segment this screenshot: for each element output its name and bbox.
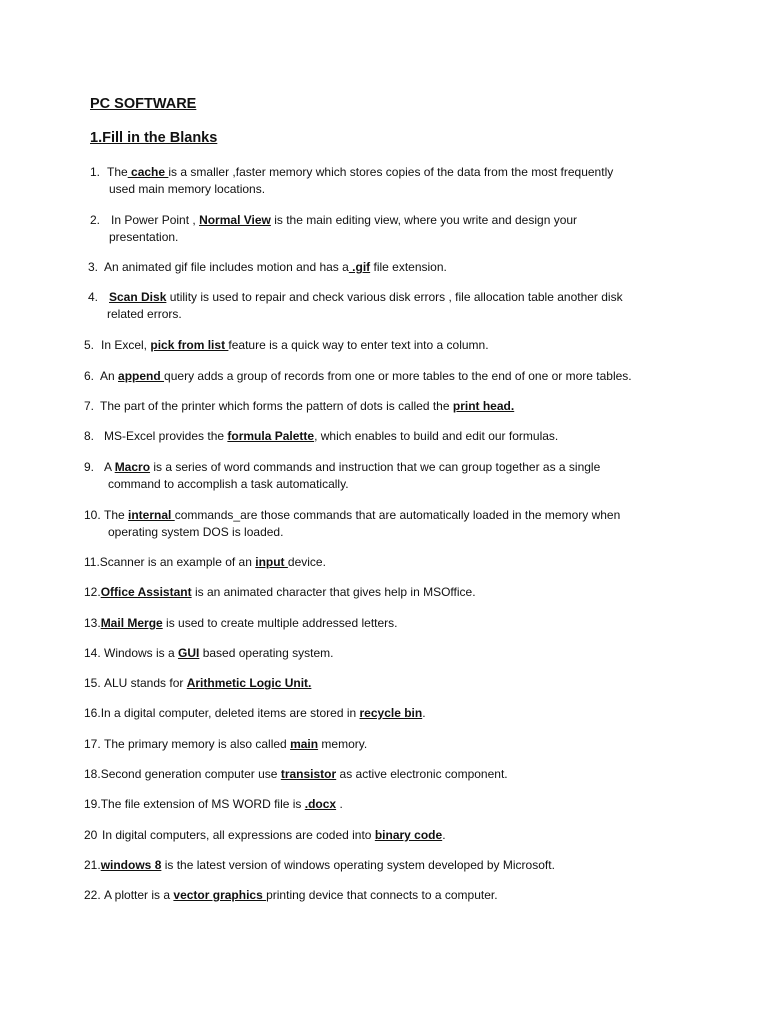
list-item (88, 289, 678, 323)
item-text-continued: used main memory locations. (109, 182, 266, 196)
item-text: The primary memory is also called (104, 737, 287, 751)
item-text-continued: presentation. (109, 230, 179, 244)
item-text: , which enables to build and edit our formulas. (314, 429, 559, 443)
item-answer: vector graphics (173, 888, 267, 902)
item-answer: append (118, 369, 165, 383)
item-number: 10. (84, 508, 101, 522)
item-text: The file extension of MS WORD file is (100, 797, 302, 811)
list-item (84, 645, 333, 662)
item-text: is used to create multiple addressed letters. (162, 616, 398, 630)
item-text: is a series of word commands and instruction that we can group together as a single (150, 460, 601, 474)
list-item (84, 337, 489, 354)
item-text: is an animated character that gives help in MSOffice. (191, 585, 476, 599)
item-text: In digital computers, all expressions are coded into (102, 828, 372, 842)
item-number: 7. (84, 399, 95, 413)
item-text: device. (287, 555, 326, 569)
item-text: is a smaller ,faster memory which stores copies of the data from the most frequently (168, 165, 614, 179)
item-text: The (107, 165, 128, 179)
item-text: utility is used to repair and check various disk errors , file allocation table another disk (166, 290, 623, 304)
item-text: In Power Point , (111, 213, 196, 227)
list-item (90, 212, 678, 246)
item-number: 3. (88, 260, 99, 274)
item-number: 2. (90, 213, 101, 227)
item-number: 1. (90, 165, 101, 179)
item-number: 8. (84, 429, 95, 443)
item-answer: recycle bin (359, 706, 423, 720)
list-item (84, 796, 343, 813)
item-number: 16. (84, 706, 101, 720)
item-answer: windows 8 (100, 858, 162, 872)
item-number: 5. (84, 338, 95, 352)
item-text: is the latest version of windows operating system developed by Microsoft. (161, 858, 555, 872)
item-text: is the main editing view, where you write and design your (270, 213, 578, 227)
item-text: feature is a quick way to enter text into a column. (228, 338, 489, 352)
item-answer: Scan Disk (109, 290, 167, 304)
list-item (84, 675, 311, 692)
item-text: The (104, 508, 129, 522)
item-text: An animated gif file includes motion and has a (104, 260, 349, 274)
item-text: printing device that connects to a computer. (266, 888, 498, 902)
item-text: In Excel, (101, 338, 148, 352)
list-item (84, 827, 446, 844)
item-answer: binary code (374, 828, 443, 842)
item-text: In a digital computer, deleted items are stored in (100, 706, 360, 720)
item-answer: GUI (178, 646, 200, 660)
list-item (84, 705, 426, 722)
item-answer: internal (128, 508, 175, 522)
item-number: 18. (84, 767, 101, 781)
list-item (88, 259, 447, 276)
item-number: 13. (84, 616, 101, 630)
item-number: 11. (84, 555, 100, 569)
item-answer: Office Assistant (100, 585, 192, 599)
list-item (90, 164, 650, 198)
item-text-continued: operating system DOS is loaded. (108, 525, 284, 539)
item-number: 15. (84, 676, 101, 690)
list-item (84, 857, 555, 874)
item-number: 19. (84, 797, 101, 811)
item-answer: transistor (280, 767, 337, 781)
item-text: commands_are those commands that are automatically loaded in the memory when (174, 508, 621, 522)
item-text: . (442, 828, 446, 842)
list-item (84, 459, 678, 493)
item-answer: Mail Merge (100, 616, 163, 630)
item-text: Scanner is an example of an (99, 555, 252, 569)
item-number: 14. (84, 646, 101, 660)
list-item (84, 507, 678, 541)
section-title: 1.Fill in the Blanks (90, 130, 218, 146)
list-item (84, 554, 326, 571)
item-answer: Macro (114, 460, 151, 474)
item-number: 4. (88, 290, 99, 304)
item-number: 21. (84, 858, 101, 872)
list-item (84, 428, 558, 445)
item-number: 6. (84, 369, 95, 383)
item-text: Windows is a (104, 646, 175, 660)
item-answer: Arithmetic Logic Unit. (186, 676, 312, 690)
item-text: The part of the printer which forms the pattern of dots is called the (100, 399, 450, 413)
item-text: ALU stands for (104, 676, 184, 690)
item-text: file extension. (370, 260, 447, 274)
item-text: An (100, 369, 115, 383)
item-answer: Normal View (199, 213, 271, 227)
list-item (84, 368, 632, 385)
item-answer: .gif (348, 260, 371, 274)
item-text: MS-Excel provides the (104, 429, 225, 443)
item-text: based operating system. (199, 646, 334, 660)
item-number: 17. (84, 737, 101, 751)
item-answer: input (255, 555, 288, 569)
item-text: A plotter is a (104, 888, 171, 902)
item-text: . (422, 706, 426, 720)
item-answer: .docx (304, 797, 337, 811)
item-text: as active electronic component. (336, 767, 508, 781)
item-text-continued: related errors. (107, 307, 182, 321)
item-answer: cache (127, 165, 169, 179)
item-answer: formula Palette (227, 429, 315, 443)
list-item (84, 887, 498, 904)
item-text: . (336, 797, 343, 811)
item-number: 9. (84, 460, 95, 474)
item-text: memory. (318, 737, 368, 751)
list-item (84, 736, 367, 753)
item-answer: pick from list (150, 338, 229, 352)
item-text: query adds a group of records from one or more tables to the end of one or more tables. (164, 369, 632, 383)
page-title: PC SOFTWARE (90, 96, 197, 112)
item-number: 12. (84, 585, 101, 599)
list-item (84, 766, 508, 783)
item-text: Second generation computer use (100, 767, 278, 781)
item-answer: print head. (452, 399, 515, 413)
list-item (84, 398, 514, 415)
list-item (84, 615, 398, 632)
list-item (84, 584, 476, 601)
item-text-continued: command to accomplish a task automatically. (108, 477, 349, 491)
item-text: A (104, 460, 112, 474)
item-answer: main (290, 737, 319, 751)
item-number: 20 (84, 828, 98, 842)
item-number: 22. (84, 888, 101, 902)
